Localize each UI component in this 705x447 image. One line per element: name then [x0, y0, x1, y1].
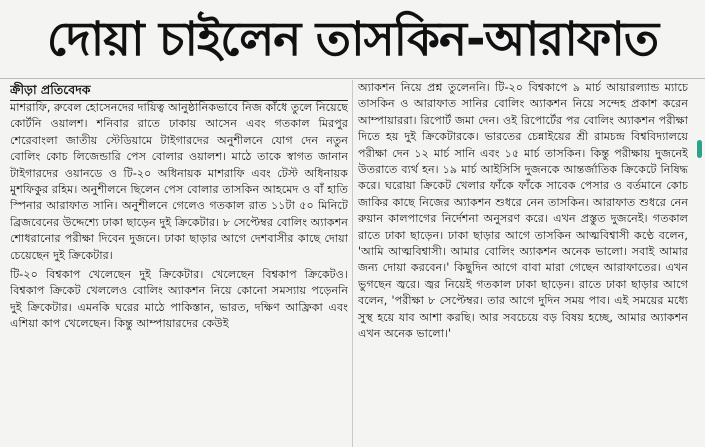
edge-mark	[697, 140, 702, 158]
paragraph: অ্যাকশন নিয়ে প্রশ্ন তুলেননি। টি-২০ বিশ্বকাপে ৯ মার্চ আয়ারল্যান্ড ম্যাচে তাসকিন ও আরাফাত সানির বোলিং অ্যাকশন নিয়ে সন্দেহ প্রকাশ করেন আম্পায়াররা। রিপোর্ট জমা দেন। ওই রিপোর্টের পর বোলিং অ্যাকশন পরীক্ষা দিতে হয় দুই ক্রিকেটারকে। ভারতের চেন্নাইয়ের শ্রী রামচন্দ্র বিশ্ববিদ্যালয়ে পরীক্ষা দেন ১২ মার্চ সানি এবং ১৫ মার্চ তাসকিন। কিন্তু পরীক্ষায় দুজনেই উতরাতে ব্যর্থ হন। ১৯ মার্চ আইসিসি দুজনকে আন্তর্জাতিক ক্রিকেটে নিষিদ্ধ করে। ঘরোয়া ক্রিকেট খেলার ফাঁকে ফাঁকে সাবেক পেসার ও বর্তমানে কোচ জাকির কাছে নিজের অ্যাকশন শুধরে নেন তাসকিন। আরাফাত শুধরে নেন রুয়ান কালপাগের নির্দেশনা অনুসরণ করে। এখন প্রস্তুত দুজনেই। গতকাল রাতে ঢাকা ছাড়েন। ঢাকা ছাড়ার আগে তাসকিন আত্মবিশ্বাসী কণ্ঠে বলেন, 'আমি আত্মবিশ্বাসী। আমার বোলিং অ্যাকশন অনেক ভালো। সবাই আমার জন্য দোয়া করবেন।' কিছুদিন আগে বাবা মারা গেছেন আরাফাতের। এখন ভুগছেন জ্বরে। জ্বর নিয়েই গতকাল ঢাকা ছাড়েন। রাতে ঢাকা ছাড়ার আগে বলেন, 'পরীক্ষা ৮ সেপ্টেম্বর। তার আগে দুদিন সময় পাব। এই সময়ের মধ্যে সুস্থ হয়ে যাব আশা করছি। আর সবচেয়ে বড় বিষয় হচ্ছে, আমার অ্যাকশন এখন অনেক ভালো।'	[358, 81, 688, 341]
paragraph: টি-২০ বিশ্বকাপ খেলেছেন দুই ক্রিকেটার। খেলেছেন বিশ্বকাপ ক্রিকেটও। বিশ্বকাপ ক্রিকেট খেললেও বোলিং অ্যাকশন নিয়ে কোনো সমস্যায় পড়েননি দুই ক্রিকেটার। এমনকি ঘরের মাঠে পাকিস্তান, ভারত, দক্ষিণ আফ্রিকা এবং এশিয়া কাপ খেলেছেন। কিন্তু আম্পায়ারদের কেউই	[10, 268, 348, 331]
column-divider	[352, 80, 353, 447]
byline: ক্রীড়া প্রতিবেদক	[10, 80, 348, 101]
headline-rule	[0, 78, 705, 79]
article-column-right	[358, 80, 688, 447]
article-column-left	[10, 100, 348, 447]
headline: দোয়া চাইলেন তাসকিন-আরাফাত	[46, 12, 659, 67]
paragraph: মাশরাফি, রুবেল হোসেনদের দায়িত্ব আনুষ্ঠানিকভাবে নিজ কাঁধে তুলে নিয়েছে কোর্টনি ওয়ালশ। শনিবার রাতে ঢাকায় আসেন এবং গতকাল মিরপুর শেরেবাংলা জাতীয় স্টেডিয়ামে টাইগারদের অনুশীলনে যোগ দেন নতুন বোলিং কোচ লিজেন্ডারি পেস বোলার ওয়ালশ। মাঠে তাকে স্বাগত জানান টাইগারদের ওয়ানডে ও টি-২০ অধিনায়ক মাশরাফি এবং টেস্ট অধিনায়ক মুশফিকুর রহিম। অনুশীলনে ছিলেন পেস বোলার তাসকিন আহমেদ ও বাঁ হাতি স্পিনার আরাফাত সানি। অনুশীলনে গেলেও গতকাল রাত ১১টা ৫০ মিনিটে ব্রিজবেনের উদ্দেশ্যে ঢাকা ছাড়েন দুই ক্রিকেটার। ৮ সেপ্টেম্বর বোলিং অ্যাকশন শোধরানোর পরীক্ষা দিবেন দুজনে। ঢাকা ছাড়ার আগে দেশবাসীর কাছে দোয়া চেয়েছেন দুই ক্রিকেটার।	[10, 101, 348, 262]
